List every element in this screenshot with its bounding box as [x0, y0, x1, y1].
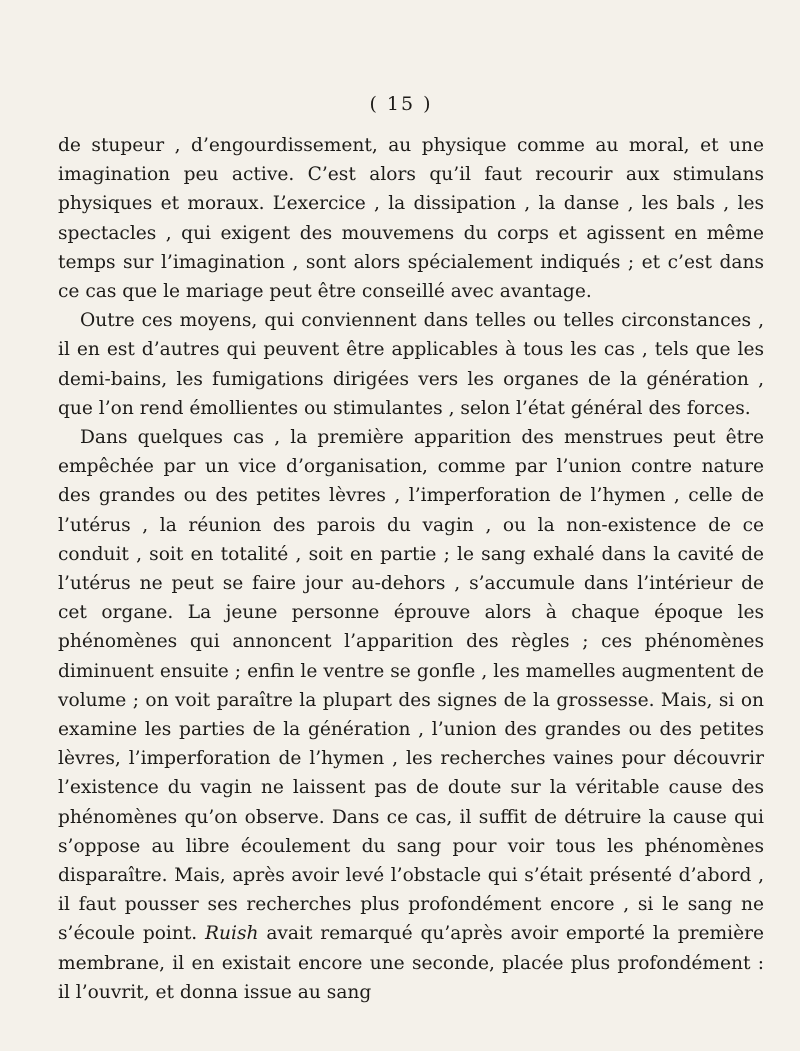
paragraph	[58, 423, 764, 1007]
paragraph	[58, 306, 764, 423]
body-text	[58, 131, 764, 1007]
italic-name: Ruish	[205, 923, 259, 945]
page-number: ( 15 )	[369, 93, 433, 115]
text-run: Dans quelques cas , la première apparition des menstrues peut être empêchée par un vice d’organisation, comme par l’union contre nature des grandes ou des petites lèvres , l’imperforation de l’hymen , celle de l’utérus , la réunion des parois du vagin , ou la non-existence de ce conduit , soit en totalité , soit en partie ; le sang exhalé dans la cavité de l’utérus ne peut se faire jour au-dehors , s’accumule dans l’intérieur de cet organe. La jeune personne éprouve alors à chaque époque les phénomènes qui annoncent l’apparition des règles ; ces phénomènes diminuent ensuite ; enfin le ventre se gonfle , les mamelles augmentent de volume ; on voit paraître la plupart des signes de la grossesse. Mais, si on examine les parties de la génération , l’union des grandes ou des petites lèvres, l’imperforation de l’hymen , les recherches vaines pour découvrir l’existence du vagin ne laissent pas de doute sur la véritable cause des phénomènes qu’on observe. Dans ce cas, il suffit de détruire la cause qui s’oppose au libre écoulement du sang pour voir tous les phénomènes disparaître. Mais, après avoir levé l’obstacle qui s’était présenté d’abord , il faut pousser ses recherches plus profondément encore , si le sang ne s’écoule point.	[58, 427, 764, 945]
paragraph	[58, 131, 764, 306]
text-run: avait remarqué qu’après avoir emporté la première membrane, il en existait encore une seconde, placée plus profondément : il l’ouvrit, et donna issue au sang	[58, 923, 764, 1003]
text-run: de stupeur , d’engourdissement, au physique comme au moral, et une imagination peu active. C’est alors qu’il faut recourir aux stimulans physiques et moraux. L’exercice , la dissipation , la danse , les bals , les spectacles , qui exigent des mouvemens du corps et agissent en même temps sur l’imagination , sont alors spécialement indiqués ; et c’est dans ce cas que le mariage peut être conseillé avec avantage.	[58, 135, 764, 303]
text-run: Outre ces moyens, qui conviennent dans telles ou telles circonstances , il en est d’autres qui peuvent être applicables à tous les cas , tels que les demi-bains, les fumigations dirigées vers les organes de la génération , que l’on rend émollientes ou stimulantes , selon l’état général des forces.	[58, 310, 764, 419]
